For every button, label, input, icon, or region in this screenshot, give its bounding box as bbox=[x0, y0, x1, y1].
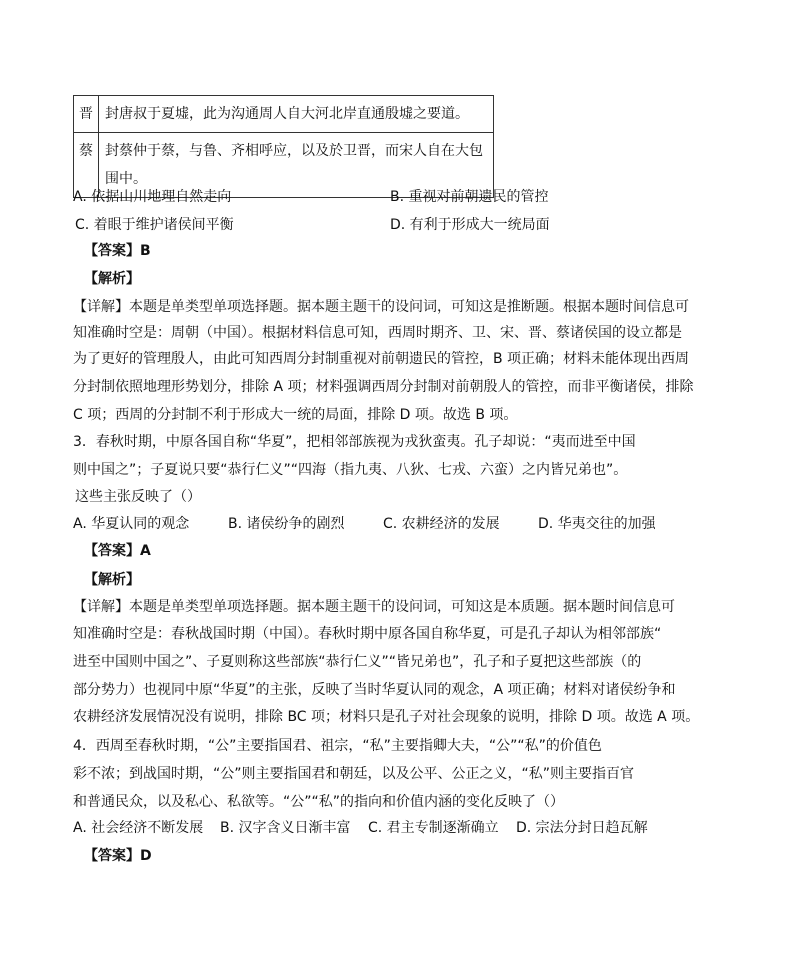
q3-detail-line: 进至中国则中国之”、子夏则称这些部族“恭行仁义”“皆兄弟也”，孔子和子夏把这些部族（的 bbox=[73, 654, 642, 670]
q2-detail-line: C 项；西周的分封制不利于形成大一统的局面，排除 D 项。故选 B 项。 bbox=[73, 407, 518, 423]
q4-option-b: B. 汉字含义日渐丰富 bbox=[220, 820, 351, 836]
q3-option-a: A. 华夏认同的观念 bbox=[73, 516, 190, 532]
q4-option-a: A. 社会经济不断发展 bbox=[73, 820, 204, 836]
fief-table bbox=[73, 95, 494, 198]
q3-stem-line: 则中国之”；子夏说只要“恭行仁义”“四海（指九夷、八狄、七戎、六蛮）之内皆兄弟也”。 bbox=[73, 462, 628, 478]
q3-answer: 【答案】A bbox=[84, 543, 151, 559]
q3-stem-line: 这些主张反映了（） bbox=[75, 489, 201, 505]
q3-option-b: B. 诸侯纷争的剧烈 bbox=[228, 516, 345, 532]
q2-detail-line: 分封制依照地理形势划分，排除 A 项；材料强调西周分封制对前朝殷人的管控，而非平衡诸侯，排除 bbox=[73, 379, 694, 395]
q3-analysis-label: 【解析】 bbox=[84, 572, 140, 588]
description-cell: 封蔡仲于蔡，与鲁、齐相呼应，以及於卫晋，而宋人自在大包围中。 bbox=[99, 133, 494, 198]
q4-stem-line: 和普通民众，以及私心、私欲等。“公”“私”的指向和价值内涵的变化反映了（） bbox=[73, 794, 565, 810]
q3-stem-line: 3．春秋时期，中原各国自称“华夏”，把相邻部族视为戎狄蛮夷。孔子却说：“夷而进至中国 bbox=[73, 434, 636, 450]
q2-detail-line: 【详解】本题是单类型单项选择题。据本题主题干的设问词，可知这是推断题。根据本题时间信息可 bbox=[73, 299, 689, 315]
table-row bbox=[74, 96, 494, 133]
q2-answer: 【答案】B bbox=[84, 243, 151, 259]
state-cell: 晋 bbox=[74, 96, 99, 133]
q2-option-d: D. 有利于形成大一统局面 bbox=[390, 217, 550, 233]
state-cell: 蔡 bbox=[74, 133, 99, 198]
q2-detail-line: 知准确时空是：周朝（中国）。根据材料信息可知，西周时期齐、卫、宋、晋、蔡诸侯国的设立都是 bbox=[73, 325, 682, 341]
q4-stem-line: 彩不浓；到战国时期，“公”则主要指国君和朝廷，以及公平、公正之义，“私”则主要指百官 bbox=[73, 766, 635, 782]
q3-detail-line: 农耕经济发展情况没有说明，排除 BC 项；材料只是孔子对社会现象的说明，排除 D 项。故选 A 项。 bbox=[73, 709, 700, 725]
q3-detail-line: 知准确时空是：春秋战国时期（中国）。春秋时期中原各国自称华夏，可是孔子却认为相邻部族“ bbox=[73, 626, 662, 642]
q4-stem-line: 4．西周至春秋时期，“公”主要指国君、祖宗，“私”主要指卿大夫，“公”“私”的价值色 bbox=[73, 738, 602, 754]
q4-answer: 【答案】D bbox=[84, 848, 152, 864]
q2-option-c: C. 着眼于维护诸侯间平衡 bbox=[75, 217, 234, 233]
q2-detail-line: 为了更好的管理殷人，由此可知西周分封制重视对前朝遗民的管控，B 项正确；材料未能体现出西周 bbox=[73, 351, 690, 367]
q4-option-c: C. 君主专制逐渐确立 bbox=[368, 820, 499, 836]
q3-detail-line: 部分势力）也视同中原“华夏”的主张，反映了当时华夏认同的观念，A 项正确；材料对诸侯纷争和 bbox=[73, 682, 676, 698]
q3-detail-line: 【详解】本题是单类型单项选择题。据本题主题干的设问词，可知这是本质题。据本题时间信息可 bbox=[73, 599, 675, 615]
q2-analysis-label: 【解析】 bbox=[84, 271, 140, 287]
q4-option-d: D. 宗法分封日趋瓦解 bbox=[516, 820, 648, 836]
q2-option-b: B. 重视对前朝遗民的管控 bbox=[390, 189, 549, 205]
description-cell: 封唐叔于夏墟，此为沟通周人自大河北岸直通殷墟之要道。 bbox=[99, 96, 494, 133]
q2-option-a: A. 依据山川地理自然走向 bbox=[73, 189, 232, 205]
q3-option-c: C. 农耕经济的发展 bbox=[383, 516, 500, 532]
q3-option-d: D. 华夷交往的加强 bbox=[538, 516, 656, 532]
